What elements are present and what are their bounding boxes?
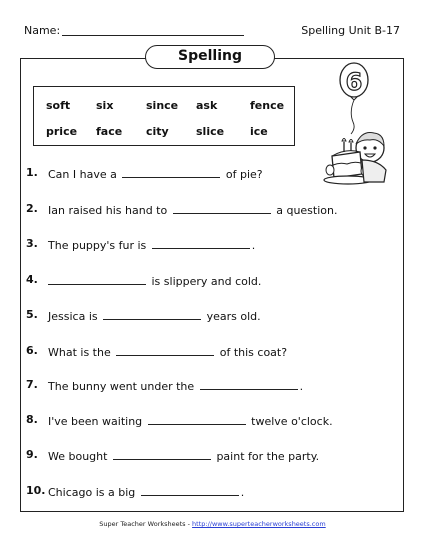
- word-bank-word: since: [146, 99, 179, 112]
- question-number: 1.: [26, 166, 38, 179]
- question-before: Can I have a: [48, 168, 117, 181]
- question-after: .: [240, 486, 245, 499]
- question-after: years old.: [206, 310, 261, 323]
- question-before: What is the: [48, 346, 111, 359]
- question-before: The bunny went under the: [48, 380, 195, 393]
- word-bank-word: city: [146, 125, 169, 138]
- answer-blank[interactable]: [173, 202, 271, 214]
- worksheet-header: [24, 24, 400, 40]
- birthday-boy-illustration: [318, 60, 394, 188]
- question-number: 5.: [26, 308, 38, 321]
- question-before: We bought: [48, 450, 108, 463]
- cake-icon: [332, 152, 362, 178]
- word-bank-word: ice: [250, 125, 268, 138]
- answer-blank[interactable]: [116, 344, 214, 356]
- question-after: twelve o'clock.: [251, 415, 333, 428]
- question-number: 10.: [26, 484, 46, 497]
- question-text: [48, 378, 303, 393]
- answer-blank[interactable]: [122, 166, 220, 178]
- question-number: 4.: [26, 273, 38, 286]
- answer-blank[interactable]: [141, 484, 239, 496]
- word-bank-word: price: [46, 125, 78, 138]
- question-after: paint for the party.: [216, 450, 320, 463]
- answer-blank[interactable]: [48, 273, 146, 285]
- balloon-number: 6: [345, 68, 363, 96]
- question-number: 2.: [26, 202, 38, 215]
- question-text: [48, 166, 263, 181]
- word-bank: [33, 86, 295, 146]
- word-bank-word: soft: [46, 99, 71, 112]
- name-blank-line[interactable]: [62, 35, 244, 36]
- question-text: [48, 484, 244, 499]
- question-after: of pie?: [225, 168, 263, 181]
- word-bank-word: fence: [250, 99, 285, 112]
- question-before: I've been waiting: [48, 415, 143, 428]
- question-text: [48, 344, 287, 359]
- answer-blank[interactable]: [103, 308, 201, 320]
- question-after: .: [299, 380, 304, 393]
- question-text: [48, 448, 319, 463]
- page-footer: [0, 520, 425, 528]
- question-before: Ian raised his hand to: [48, 204, 168, 217]
- question-text: [48, 308, 261, 323]
- question-after: of this coat?: [219, 346, 288, 359]
- question-after: .: [251, 239, 256, 252]
- question-text: [48, 273, 261, 288]
- word-bank-word: face: [96, 125, 123, 138]
- question-number: 6.: [26, 344, 38, 357]
- question-number: 3.: [26, 237, 38, 250]
- question-before: Jessica is: [48, 310, 98, 323]
- word-bank-word: slice: [196, 125, 225, 138]
- question-before: Chicago is a big: [48, 486, 136, 499]
- question-number: 7.: [26, 378, 38, 391]
- name-label: Name:: [24, 24, 61, 37]
- question-before: The puppy's fur is: [48, 239, 147, 252]
- footer-text: Super Teacher Worksheets -: [99, 520, 193, 528]
- question-after: a question.: [276, 204, 338, 217]
- question-text: [48, 202, 337, 217]
- answer-blank[interactable]: [148, 413, 246, 425]
- answer-blank[interactable]: [113, 448, 211, 460]
- answer-blank[interactable]: [200, 378, 298, 390]
- answer-blank[interactable]: [152, 237, 250, 249]
- word-bank-word: ask: [196, 99, 218, 112]
- question-number: 8.: [26, 413, 38, 426]
- footer-link[interactable]: http://www.superteacherworksheets.com: [192, 520, 326, 528]
- question-after: is slippery and cold.: [151, 275, 262, 288]
- question-text: [48, 413, 333, 428]
- unit-label: Spelling Unit B-17: [301, 24, 400, 37]
- page-title: Spelling: [145, 45, 275, 69]
- question-text: [48, 237, 255, 252]
- word-bank-word: six: [96, 99, 114, 112]
- question-number: 9.: [26, 448, 38, 461]
